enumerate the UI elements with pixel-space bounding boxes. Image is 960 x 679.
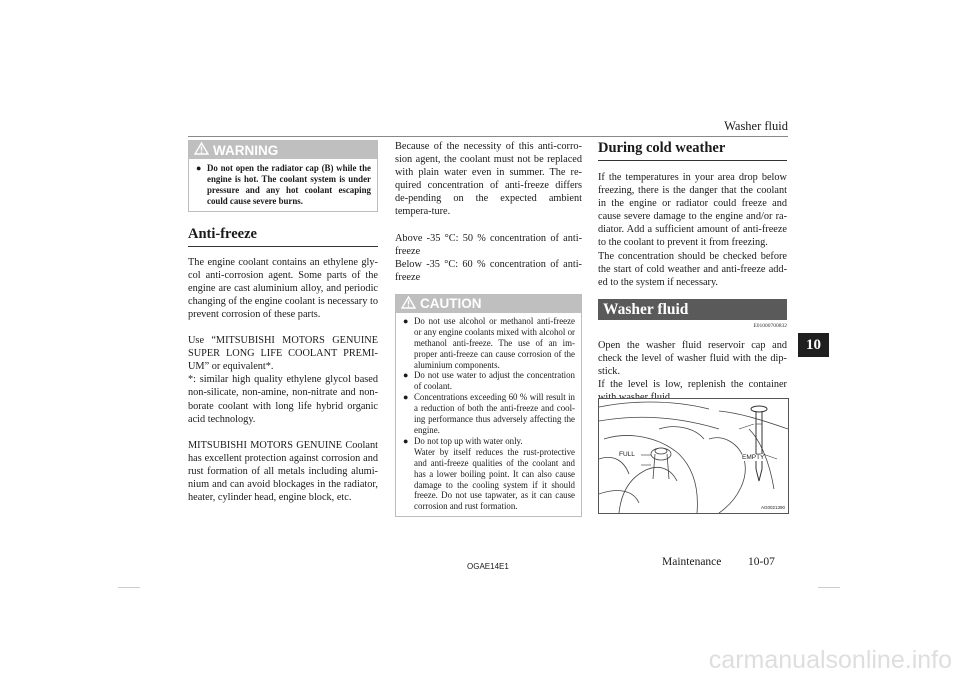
crop-mark: [818, 587, 840, 588]
middle-paragraph-2: Above -35 °C: 50 % concentration of anti-freeze: [395, 232, 582, 257]
figure-id: AG0021390: [760, 505, 785, 510]
washer-fluid-title: Washer fluid: [598, 299, 787, 320]
caution-triangle-icon: [401, 296, 416, 312]
antifreeze-paragraph-3: *: similar high quality ethylene glycol based non-silicate, non-amine, non-nitrate and non-borate coolant with long life hybrid organic acid technology.: [188, 374, 378, 425]
middle-paragraph-1: Because of the necessity of this anti-corro-sion agent, the coolant must not be replaced with plain water even in summer. The re-quired concentration of anti-freeze differs de-pending on the expected ambient tempera-ture.: [395, 141, 582, 218]
caution-text-4: Do not top up with water only. Water by itself reduces the rust-protective and anti-freeze qualities of the coolant and has a lower boiling point. It can also cause damage to the cooling system if it should freeze. Do not use tapwater, as it can cause corrosion and rust formation.: [414, 435, 575, 512]
washer-fluid-figure: [598, 398, 789, 514]
caution-box: [395, 294, 582, 517]
bullet-icon: ●: [403, 315, 409, 326]
washer-fluid-paragraph-2: If the level is low, replenish the container: [598, 379, 787, 391]
antifreeze-title: Anti-freeze: [188, 225, 257, 242]
watermark: carmanualsonline.info: [708, 646, 952, 674]
cold-weather-paragraph-1: If the temperatures in your area drop below freezing, there is the danger that the coolant in the engine or radiator could freeze and cause severe damage to the engine and/or ra-diator. Add a sufficient amount of anti-freeze to the coolant to prevent it from freezing.: [598, 172, 787, 249]
chapter-tab[interactable]: 10: [798, 333, 829, 357]
warning-label: WARNING: [213, 142, 279, 158]
caution-label: CAUTION: [420, 296, 482, 312]
washer-fluid-paragraph-1: Open the washer fluid reservoir cap and check the level of washer fluid with the dip-stick.: [598, 339, 787, 378]
full-label: FULL: [619, 451, 635, 458]
caution-item: [403, 436, 575, 512]
warning-box: [188, 140, 378, 212]
running-header: Washer fluid: [724, 119, 788, 133]
middle-paragraph-3: Below -35 °C: 60 % concentration of anti-freeze: [395, 258, 582, 283]
header-rule: [188, 136, 788, 137]
page-number: 10-07: [748, 556, 775, 568]
bullet-icon: ●: [403, 392, 409, 403]
cold-weather-paragraph-2: The concentration should be checked before the start of cold weather and anti-freeze add-ed to the system if necessary.: [598, 250, 787, 288]
caution-header: [396, 295, 581, 313]
middle-column: [395, 140, 582, 517]
left-column: [188, 140, 378, 504]
caution-item: [403, 392, 575, 436]
bullet-icon: ●: [403, 370, 409, 381]
caution-text-2: Do not use water to adjust the concentration of coolant.: [414, 370, 575, 392]
dipstick-icon: [739, 406, 777, 481]
caution-text-3: Concentrations exceeding 60 % will result in a reduction of both the anti-freeze and cool-ing performance thus adversely affecting the engine.: [414, 392, 575, 435]
caution-text-1: Do not use alcohol or methanol anti-freeze or any engine coolants mixed with alcohol or methanol anti-freeze. The use of an im-proper anti-freeze can cause corrosion of the aluminium components.: [414, 315, 575, 370]
warning-text: Do not open the radiator cap (B) while the engine is hot. The coolant system is under pressure and any hot coolant escaping could cause severe burns.: [207, 163, 371, 206]
washer-fluid-code: E01000700832: [753, 322, 787, 329]
warning-header: [189, 141, 377, 159]
antifreeze-paragraph-1: The engine coolant contains an ethylene gly-col anti-corrosion agent. Some parts of the engine are cast aluminium alloy, and periodic changing of the engine coolant is necessary to prevent corrosion of these parts.: [188, 256, 378, 320]
bullet-icon: ●: [403, 435, 409, 446]
antifreeze-paragraph-4: MITSUBISHI MOTORS GENUINE Coolant has excellent protection against corrosion and rust formation of all metals including alumi-nium and can avoid blockages in the radiator, heater, cylinder head, engine block, etc.: [188, 439, 378, 504]
caution-item: [403, 370, 575, 392]
warning-item: [196, 163, 371, 207]
antifreeze-paragraph-2: Use “MITSUBISHI MOTORS GENUINE SUPER LONG LIFE COOLANT PREMI-UM” or equivalent*.: [188, 335, 378, 373]
caution-item: [403, 316, 575, 371]
doc-code: OGAE14E1: [467, 562, 509, 571]
warning-triangle-icon: [194, 142, 209, 158]
crop-mark: [118, 587, 140, 588]
cold-weather-title: During cold weather: [598, 140, 726, 156]
footer-section: Maintenance: [662, 556, 722, 568]
right-column: [598, 140, 787, 404]
bullet-icon: ●: [196, 163, 202, 173]
empty-label: EMPTY: [742, 454, 765, 461]
